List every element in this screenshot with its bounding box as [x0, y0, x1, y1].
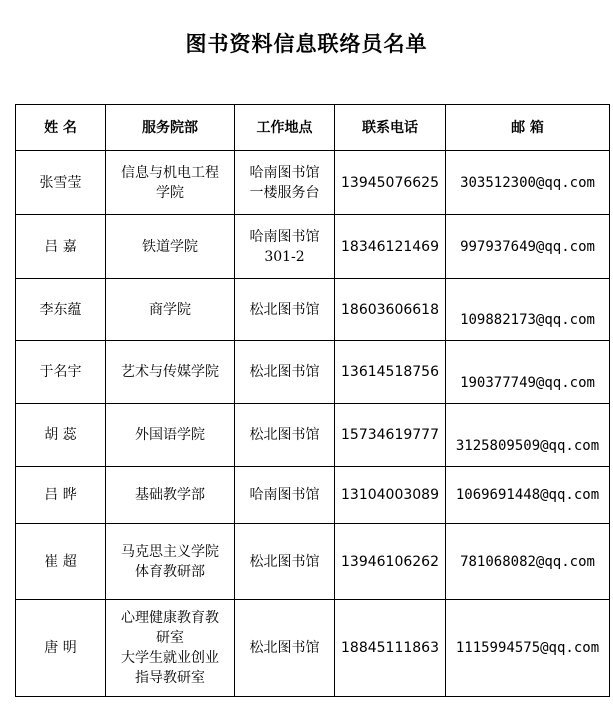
header-phone: 联系电话 [335, 105, 446, 151]
table-row [16, 151, 610, 215]
cell-name: 唐 明 [16, 600, 106, 697]
header-location: 工作地点 [235, 105, 335, 151]
cell-name: 李东蕴 [16, 279, 106, 341]
cell-phone: 15734619777 [335, 404, 446, 467]
header-name: 姓 名 [16, 105, 106, 151]
cell-dept: 马克思主义学院 体育教研部 [106, 524, 235, 600]
cell-email: 3125809509@qq.com [446, 404, 610, 467]
cell-email: 997937649@qq.com [446, 215, 610, 279]
contact-table [15, 104, 610, 697]
table-row [16, 467, 610, 524]
cell-dept: 基础教学部 [106, 467, 235, 524]
header-email: 邮 箱 [446, 105, 610, 151]
cell-email: 781068082@qq.com [446, 524, 610, 600]
cell-location: 松北图书馆 [235, 600, 335, 697]
cell-email: 1069691448@qq.com [446, 467, 610, 524]
cell-phone: 18603606618 [335, 279, 446, 341]
cell-dept: 艺术与传媒学院 [106, 341, 235, 404]
cell-location: 松北图书馆 [235, 524, 335, 600]
table-row [16, 215, 610, 279]
cell-phone: 18346121469 [335, 215, 446, 279]
table-header-row [16, 105, 610, 151]
cell-dept: 外国语学院 [106, 404, 235, 467]
cell-name: 张雪莹 [16, 151, 106, 215]
header-dept: 服务院部 [106, 105, 235, 151]
cell-dept: 心理健康教育教 研室 大学生就业创业 指导教研室 [106, 600, 235, 697]
cell-email: 303512300@qq.com [446, 151, 610, 215]
cell-location: 松北图书馆 [235, 279, 335, 341]
cell-phone: 13945076625 [335, 151, 446, 215]
page-title: 图书资料信息联络员名单 [185, 32, 428, 56]
table-row [16, 341, 610, 404]
cell-location: 松北图书馆 [235, 404, 335, 467]
table-row [16, 524, 610, 600]
cell-phone: 13104003089 [335, 467, 446, 524]
cell-phone: 13946106262 [335, 524, 446, 600]
cell-dept: 铁道学院 [106, 215, 235, 279]
cell-name: 吕 晔 [16, 467, 106, 524]
cell-name: 于名宇 [16, 341, 106, 404]
table-row [16, 279, 610, 341]
cell-name: 胡 蕊 [16, 404, 106, 467]
cell-email: 1115994575@qq.com [446, 600, 610, 697]
cell-location: 哈南图书馆 [235, 467, 335, 524]
cell-email: 109882173@qq.com [446, 279, 610, 341]
cell-dept: 信息与机电工程 学院 [106, 151, 235, 215]
cell-phone: 18845111863 [335, 600, 446, 697]
cell-location: 哈南图书馆 301-2 [235, 215, 335, 279]
cell-location: 松北图书馆 [235, 341, 335, 404]
table-row [16, 600, 610, 697]
cell-email: 190377749@qq.com [446, 341, 610, 404]
cell-location: 哈南图书馆 一楼服务台 [235, 151, 335, 215]
cell-name: 崔 超 [16, 524, 106, 600]
cell-phone: 13614518756 [335, 341, 446, 404]
table-row [16, 404, 610, 467]
cell-dept: 商学院 [106, 279, 235, 341]
cell-name: 吕 嘉 [16, 215, 106, 279]
